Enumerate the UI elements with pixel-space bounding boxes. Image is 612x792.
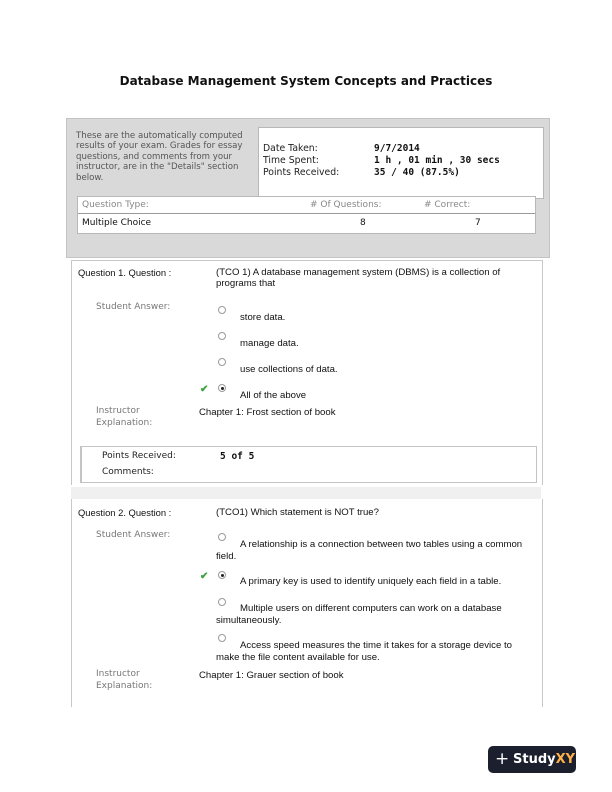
table-cell: 7 xyxy=(475,218,481,228)
instructor-explanation-label: Instructor Explanation: xyxy=(96,669,153,691)
table-cell: 8 xyxy=(360,218,366,228)
question-type-table xyxy=(77,196,536,234)
table-cell: Multiple Choice xyxy=(82,218,152,228)
instructor-explanation: Chapter 1: Frost section of book xyxy=(199,407,336,418)
question-label: Question 2. Question : xyxy=(78,507,172,518)
points-received-value: 5 of 5 xyxy=(220,451,255,462)
comments-label: Comments: xyxy=(102,467,154,477)
answer-radio[interactable] xyxy=(218,332,226,340)
studyxy-badge xyxy=(488,746,576,773)
page-title: Database Management System Concepts and Practices xyxy=(119,74,493,88)
question-2-card xyxy=(71,499,543,707)
time-spent-value: 1 h , 01 min , 30 secs xyxy=(374,155,500,166)
instructor-explanation-label: Instructor Explanation: xyxy=(96,406,153,428)
brand-name: StudyXY xyxy=(513,752,576,767)
table-divider xyxy=(78,213,535,214)
correct-check-icon: ✔ xyxy=(200,384,209,395)
student-answer-label: Student Answer: xyxy=(96,302,171,312)
points-comments-box xyxy=(80,446,537,483)
answer-option: use collections of data. xyxy=(240,364,338,375)
question-text: (TCO1) Which statement is NOT true? xyxy=(216,507,379,518)
instructor-explanation: Chapter 1: Grauer section of book xyxy=(199,670,344,681)
answer-option: Multiple users on different computers can work on a database simultaneously. xyxy=(216,603,502,626)
points-received-value: 35 / 40 (87.5%) xyxy=(374,167,460,178)
question-text: (TCO 1) A database management system (DBMS) is a collection of programs that xyxy=(216,267,501,290)
answer-option: manage data. xyxy=(240,338,299,349)
answer-option: A primary key is used to identify uniquely each field in a table. xyxy=(240,576,502,587)
student-answer-label: Student Answer: xyxy=(96,530,171,540)
summary-intro: These are the automatically computed results of your exam. Grades for essay questions, and comments from your instructor, are in the "Details" section below. xyxy=(76,131,243,183)
date-taken-value: 9/7/2014 xyxy=(374,143,420,154)
table-header: # Of Questions: xyxy=(310,200,382,210)
answer-option: Access speed measures the time it takes for a storage device to make the file content available for use. xyxy=(216,640,512,663)
answer-option: store data. xyxy=(240,312,286,323)
time-spent-label: Time Spent: xyxy=(263,155,319,166)
answer-option: All of the above xyxy=(240,390,307,401)
plus-icon: + xyxy=(495,749,510,769)
points-received-label: Points Received: xyxy=(102,451,176,461)
answer-option: A relationship is a connection between two tables using a common field. xyxy=(216,539,523,562)
section-divider xyxy=(71,487,541,499)
points-received-label: Points Received: xyxy=(263,167,340,178)
answer-radio[interactable] xyxy=(218,306,226,314)
correct-check-icon: ✔ xyxy=(200,571,209,582)
date-taken-label: Date Taken: xyxy=(263,143,318,154)
summary-stats xyxy=(258,127,544,199)
table-header: # Correct: xyxy=(424,200,471,210)
question-1-card xyxy=(71,260,543,485)
answer-radio-selected[interactable] xyxy=(218,384,226,392)
results-summary xyxy=(66,118,550,258)
question-label: Question 1. Question : xyxy=(78,267,172,278)
table-header: Question Type: xyxy=(82,200,149,210)
answer-radio[interactable] xyxy=(218,358,226,366)
